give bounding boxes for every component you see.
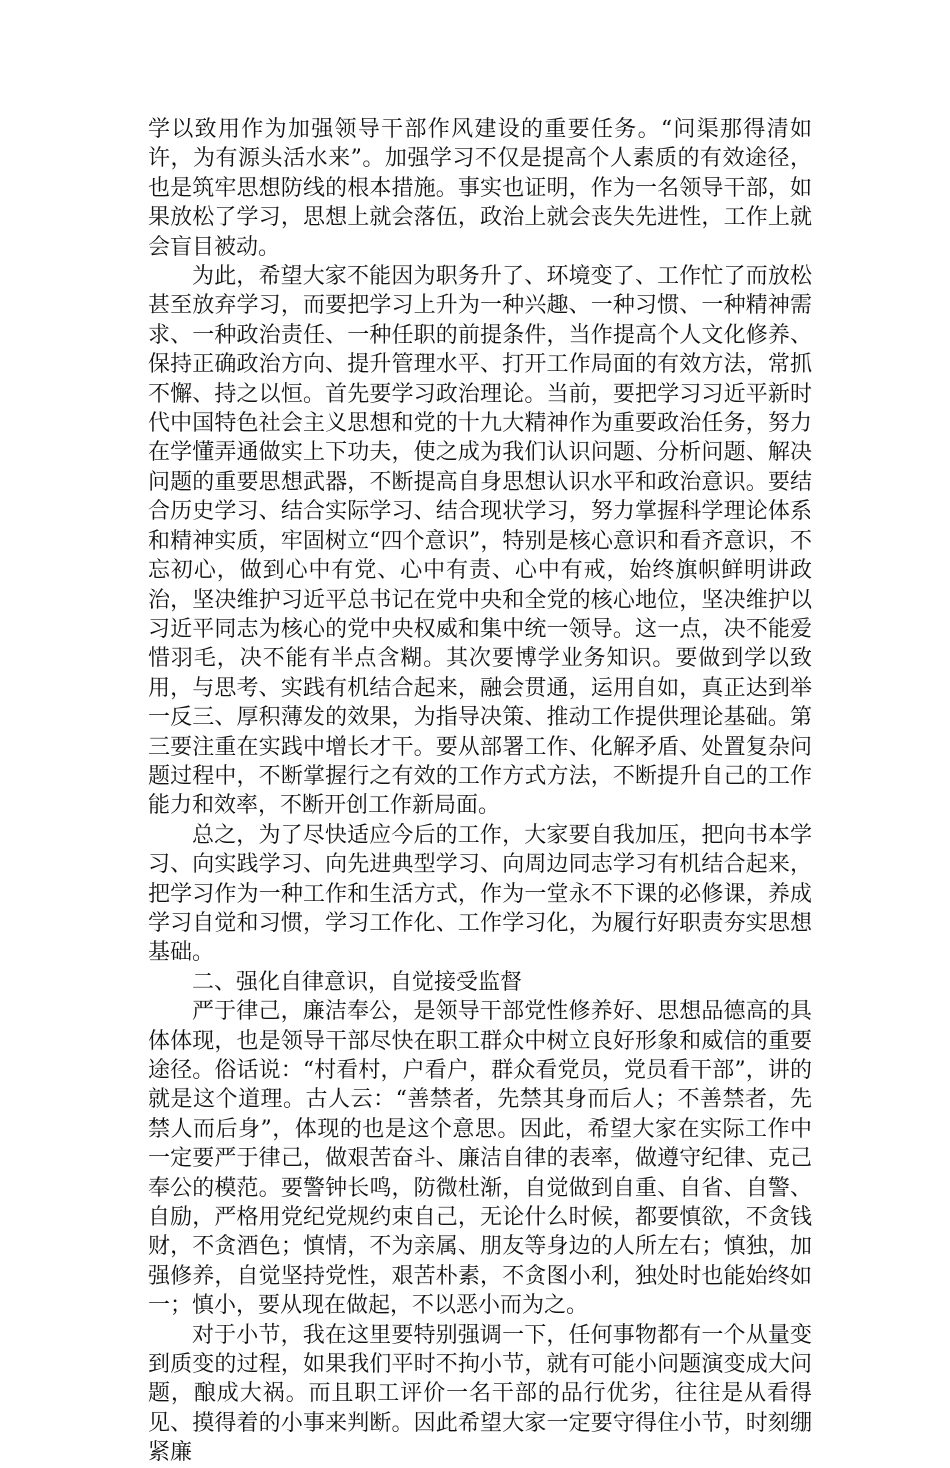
paragraph-self-discipline: 严于律己，廉洁奉公，是领导干部党性修养好、思想品德高的具体体现，也是领导干部尽快在职工群众中树立良好形象和威信的重要途径。俗话说：“村看村，户看户，群众看党员，党员看干部”，讲的就是这个道理。古人云：“善禁者，先禁其身而后人；不善禁者，先禁人而后身”，体现的也是这个意思。因此，希望大家在实际工作中一定要严于律己，做艰苦奋斗、廉洁自律的表率，做遵守纪律、克己奉公的模范。要警钟长鸣，防微杜渐，自觉做到自重、自省、自警、自励，严格用党纪党规约束自己，无论什么时候，都要慎欲，不贪钱财，不贪酒色；慎情，不为亲属、朋友等身边的人所左右；慎独，加强修养，自觉坚持党性，艰苦朴素，不贪图小利，独处时也能始终如一；慎小，要从现在做起，不以恶小而为之。 — [148, 999, 812, 1319]
paragraph-study-importance: 为此，希望大家不能因为职务升了、环境变了、工作忙了而放松甚至放弃学习，而要把学习上升为一种兴趣、一种习惯、一种精神需求、一种政治责任、一种任职的前提条件，当作提高个人文化修养、保持正确政治方向、提升管理水平、打开工作局面的有效方法，常抓不懈、持之以恒。首先要学习政治理论。当前，要把学习习近平新时代中国特色社会主义思想和党的十九大精神作为重要政治任务，努力在学懂弄通做实上下功夫，使之成为我们认识问题、分析问题、解决问题的重要思想武器，不断提高自身思想认识水平和政治意识。要结合历史学习、结合实际学习、结合现状学习，努力掌握科学理论体系和精神实质，牢固树立“四个意识”，特别是核心意识和看齐意识，不忘初心，做到心中有党、心中有责、心中有戒，始终旗帜鲜明讲政治，坚决维护习近平总书记在党中央和全党的核心地位，坚决维护以习近平同志为核心的党中央权威和集中统一领导。这一点，决不能爱惜羽毛，决不能有半点含糊。其次要博学业务知识。要做到学以致用，与思考、实践有机结合起来，融会贯通，运用自如，真正达到举一反三、厚积薄发的效果，为指导决策、推动工作提供理论基础。第三要注重在实践中增长才干。要从部署工作、化解矛盾、处置复杂问题过程中，不断掌握行之有效的工作方式方法，不断提升自己的工作能力和效率，不断开创工作新局面。 — [148, 264, 812, 819]
paragraph-continuation: 学以致用作为加强领导干部作风建设的重要任务。“问渠那得清如许，为有源头活水来”。加强学习不仅是提高个人素质的有效途径，也是筑牢思想防线的根本措施。事实也证明，作为一名领导干部，如果放松了学习，思想上就会落伍，政治上就会丧失先进性，工作上就会盲目被动。 — [148, 117, 812, 260]
paragraph-study-summary: 总之，为了尽快适应今后的工作，大家要自我加压，把向书本学习、向实践学习、向先进典型学习、向周边同志学习有机结合起来，把学习作为一种工作和生活方式，作为一堂永不下课的必修课，养成学习自觉和习惯，学习工作化、工作学习化，为履行好职责夯实思想基础。 — [148, 822, 812, 966]
document-body — [148, 115, 812, 1468]
paragraph-small-details: 对于小节，我在这里要特别强调一下，任何事物都有一个从量变到质变的过程，如果我们平时不拘小节，就有可能小问题演变成大问题，酿成大祸。而且职工评价一名干部的品行优劣，往往是从看得见、摸得着的小事来判断。因此希望大家一定要守得住小节，时刻绷紧廉 — [148, 1322, 812, 1466]
section-heading-self-discipline: 二、强化自律意识，自觉接受监督 — [192, 969, 523, 995]
